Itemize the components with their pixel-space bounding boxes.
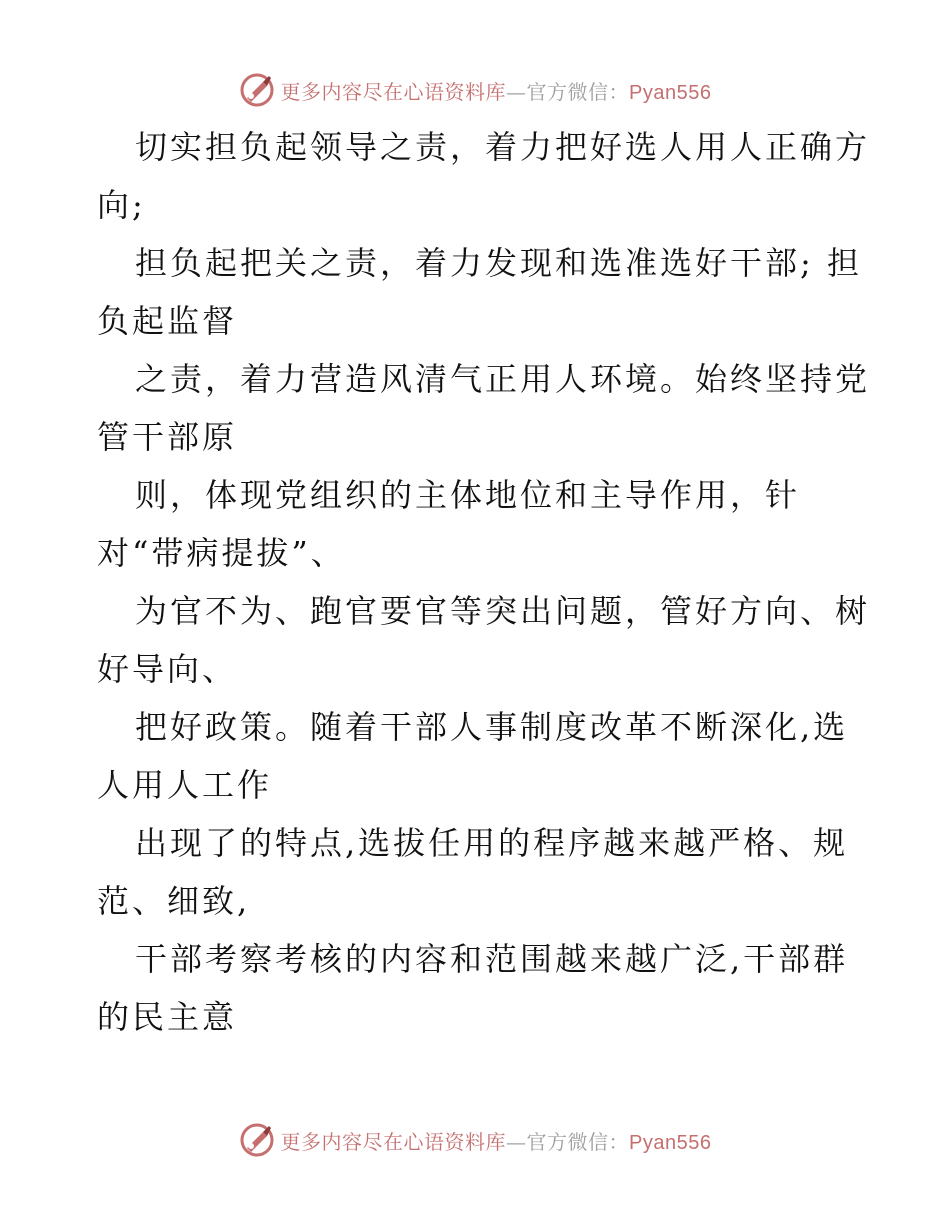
text-line: 负起监督 [97, 302, 238, 340]
text-line: 担负起把关之责，着力发现和选准选好干部; 担 [135, 244, 862, 282]
banner-wechat-id: Pyan556 [629, 1131, 712, 1154]
banner-main-text: 更多内容尽在心语资料库 [280, 1129, 507, 1154]
text-line: 干部考察考核的内容和范围越来越广泛,干部群 [135, 940, 849, 978]
document-body [97, 118, 871, 1046]
text-line: 把好政策。随着干部人事制度改革不断深化,选 [135, 708, 849, 746]
pen-logo-icon [239, 72, 275, 108]
text-line: 范、细致, [97, 882, 251, 920]
banner-dash: — [506, 79, 527, 104]
text-line: 为官不为、跑官要官等突出问题，管好方向、树 [135, 592, 871, 630]
banner-dash: — [506, 1129, 527, 1154]
text-line: 的民主意 [97, 998, 238, 1036]
text-line: 管干部原 [97, 418, 238, 456]
banner-main-text: 更多内容尽在心语资料库 [280, 79, 507, 104]
header-banner-text [281, 76, 712, 105]
text-line: 之责，着力营造风清气正用人环境。始终坚持党 [135, 360, 871, 398]
text-line: 人用人工作 [97, 766, 273, 804]
banner-sub-text: 官方微信： [526, 79, 630, 104]
header-banner [0, 70, 950, 110]
text-line: 对“带病提拔”、 [97, 534, 346, 572]
text-line: 切实担负起领导之责，着力把好选人用人正确方 [135, 128, 871, 166]
banner-sub-text: 官方微信： [526, 1129, 630, 1154]
text-line: 向; [97, 186, 146, 224]
text-line: 出现了的特点,选拔任用的程序越来越严格、规 [135, 824, 849, 862]
text-line: 则，体现党组织的主体地位和主导作用，针 [135, 476, 801, 514]
footer-banner-text [281, 1126, 712, 1155]
pen-logo-icon [239, 1122, 275, 1158]
footer-banner [0, 1120, 950, 1160]
banner-wechat-id: Pyan556 [629, 81, 712, 104]
text-line: 好导向、 [97, 650, 238, 688]
